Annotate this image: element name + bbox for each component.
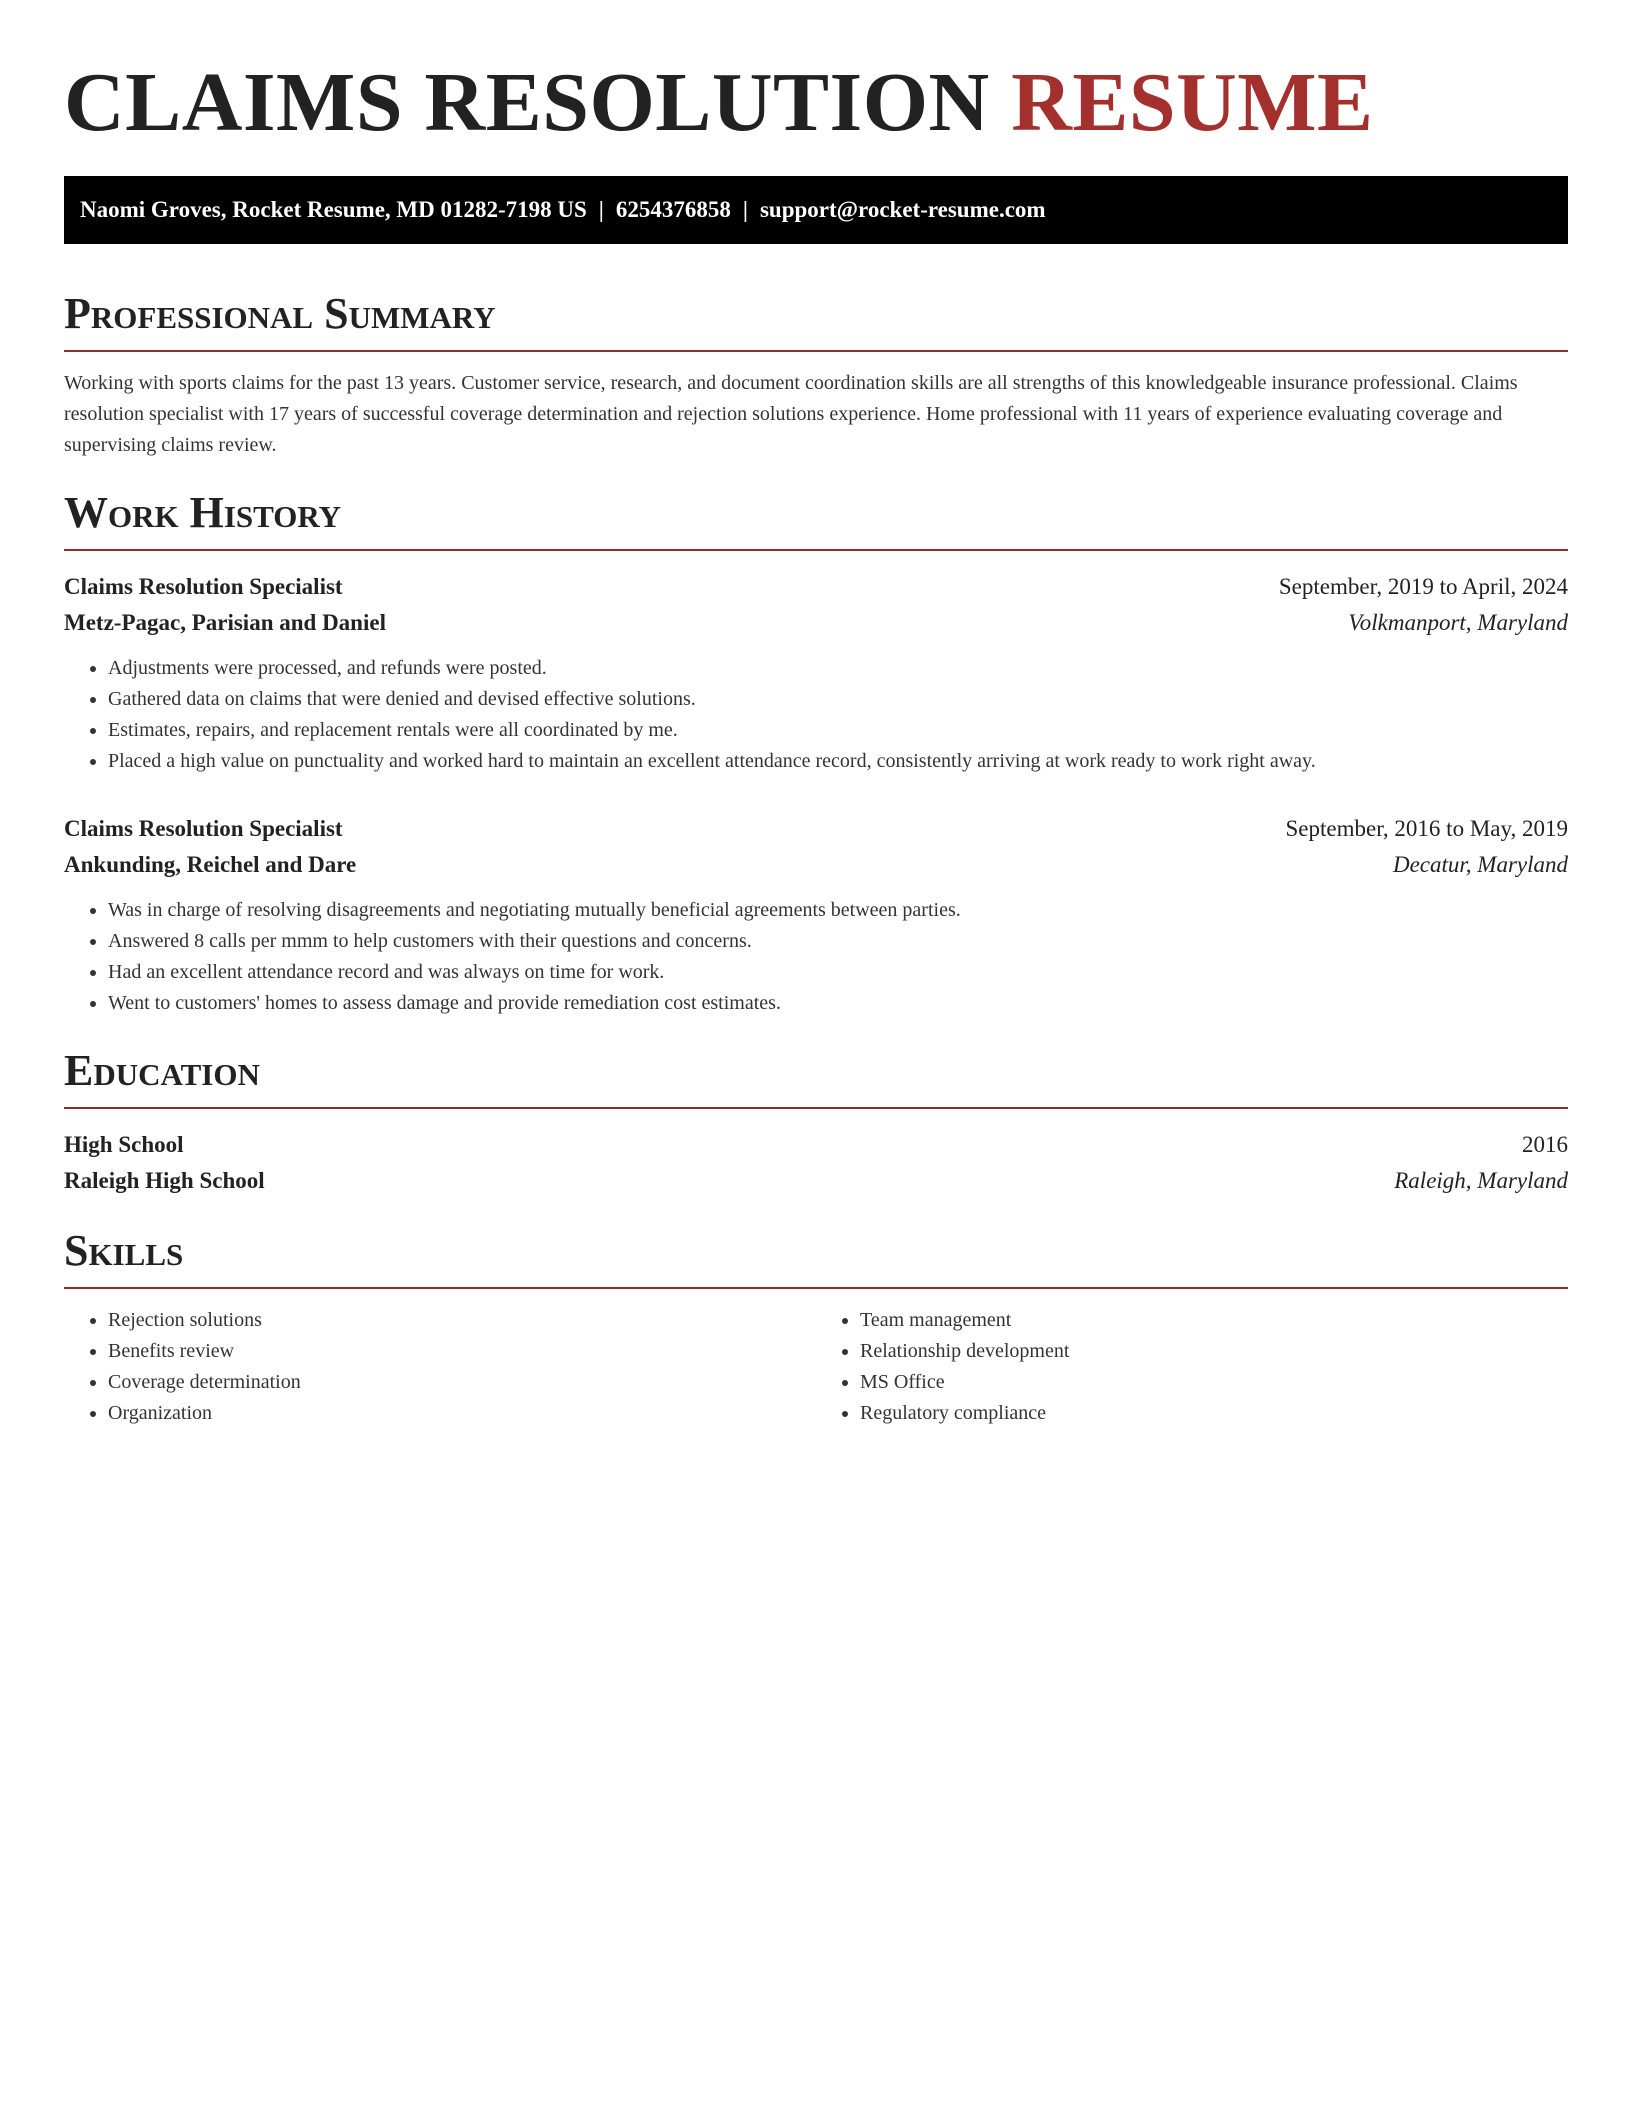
job-bullet: • Adjustments were processed, and refunds were posted. <box>108 653 1568 684</box>
education-location: Raleigh, Maryland <box>1394 1168 1568 1193</box>
job-company: Ankunding, Reichel and Dare <box>64 852 357 877</box>
job-dates: September, 2016 to May, 2019 <box>1285 816 1568 841</box>
job-entry <box>64 569 1568 777</box>
education-degree-row <box>64 1127 1568 1163</box>
skill-item: • Organization <box>108 1398 816 1429</box>
skills-heading: Skills <box>64 1225 1568 1289</box>
resume-title <box>64 58 1568 148</box>
skill-item: • MS Office <box>860 1367 1568 1398</box>
job-bullet: • Had an excellent attendance record and was always on time for work. <box>108 957 1568 988</box>
contact-phone: 6254376858 <box>615 197 731 222</box>
job-entry <box>64 811 1568 1019</box>
summary-text: Working with sports claims for the past 13 years. Customer service, research, and document coordination skills are all strengths of this knowledgeable insurance professional. Claims resolution specialist with 17 years of successful coverage determination and rejection solutions experience. Home professional with 11 years of experience evaluating coverage and supervising claims review. <box>64 372 1518 456</box>
job-title-row <box>64 569 1568 605</box>
job-bullet: • Went to customers' homes to assess damage and provide remediation cost estimates. <box>108 988 1568 1019</box>
resume-title-accent: RESUME <box>1011 56 1374 149</box>
job-bullet: • Was in charge of resolving disagreements and negotiating mutually beneficial agreements between parties. <box>108 895 1568 926</box>
skill-item: • Benefits review <box>108 1336 816 1367</box>
education-degree: High School <box>64 1132 184 1157</box>
job-title-row <box>64 811 1568 847</box>
resume-page <box>64 0 1568 1429</box>
job-bullet: • Answered 8 calls per mmm to help customers with their questions and concerns. <box>108 926 1568 957</box>
job-company-row <box>64 847 1568 883</box>
contact-email: support@rocket-resume.com <box>759 197 1046 222</box>
job-bullet: • Gathered data on claims that were denied and devised effective solutions. <box>108 684 1568 715</box>
contact-separator: | <box>742 197 748 222</box>
skills-list <box>64 1305 1568 1429</box>
work-history-heading: Work History <box>64 487 1568 551</box>
job-bullets <box>64 895 1568 1019</box>
job-bullet: • Placed a high value on punctuality and worked hard to maintain an excellent attendance record, consistently arriving at work ready to work right away. <box>108 746 1568 777</box>
skills-column-right <box>816 1305 1568 1429</box>
skills-column-left <box>64 1305 816 1429</box>
skill-item: • Relationship development <box>860 1336 1568 1367</box>
job-location: Decatur, Maryland <box>1392 852 1568 877</box>
job-company: Metz-Pagac, Parisian and Daniel <box>64 610 386 635</box>
contact-bar <box>64 176 1568 244</box>
summary-heading: Professional Summary <box>64 288 1568 352</box>
education-heading: Education <box>64 1045 1568 1109</box>
job-title: Claims Resolution Specialist <box>64 574 343 599</box>
contact-separator: | <box>598 197 604 222</box>
education-school-row <box>64 1163 1568 1199</box>
skill-item: • Team management <box>860 1305 1568 1336</box>
job-company-row <box>64 605 1568 641</box>
job-dates: September, 2019 to April, 2024 <box>1278 574 1568 599</box>
job-location: Volkmanport, Maryland <box>1348 610 1568 635</box>
skill-item: • Rejection solutions <box>108 1305 816 1336</box>
education-school: Raleigh High School <box>64 1168 265 1193</box>
education-entry <box>64 1127 1568 1199</box>
job-bullet: • Estimates, repairs, and replacement rentals were all coordinated by me. <box>108 715 1568 746</box>
job-title: Claims Resolution Specialist <box>64 816 343 841</box>
job-bullets <box>64 653 1568 777</box>
skill-item: • Coverage determination <box>108 1367 816 1398</box>
skill-item: • Regulatory compliance <box>860 1398 1568 1429</box>
resume-title-main: CLAIMS RESOLUTION <box>64 56 990 149</box>
contact-address: Naomi Groves, Rocket Resume, MD 01282-7198 US <box>80 197 587 222</box>
education-year: 2016 <box>1522 1132 1568 1157</box>
